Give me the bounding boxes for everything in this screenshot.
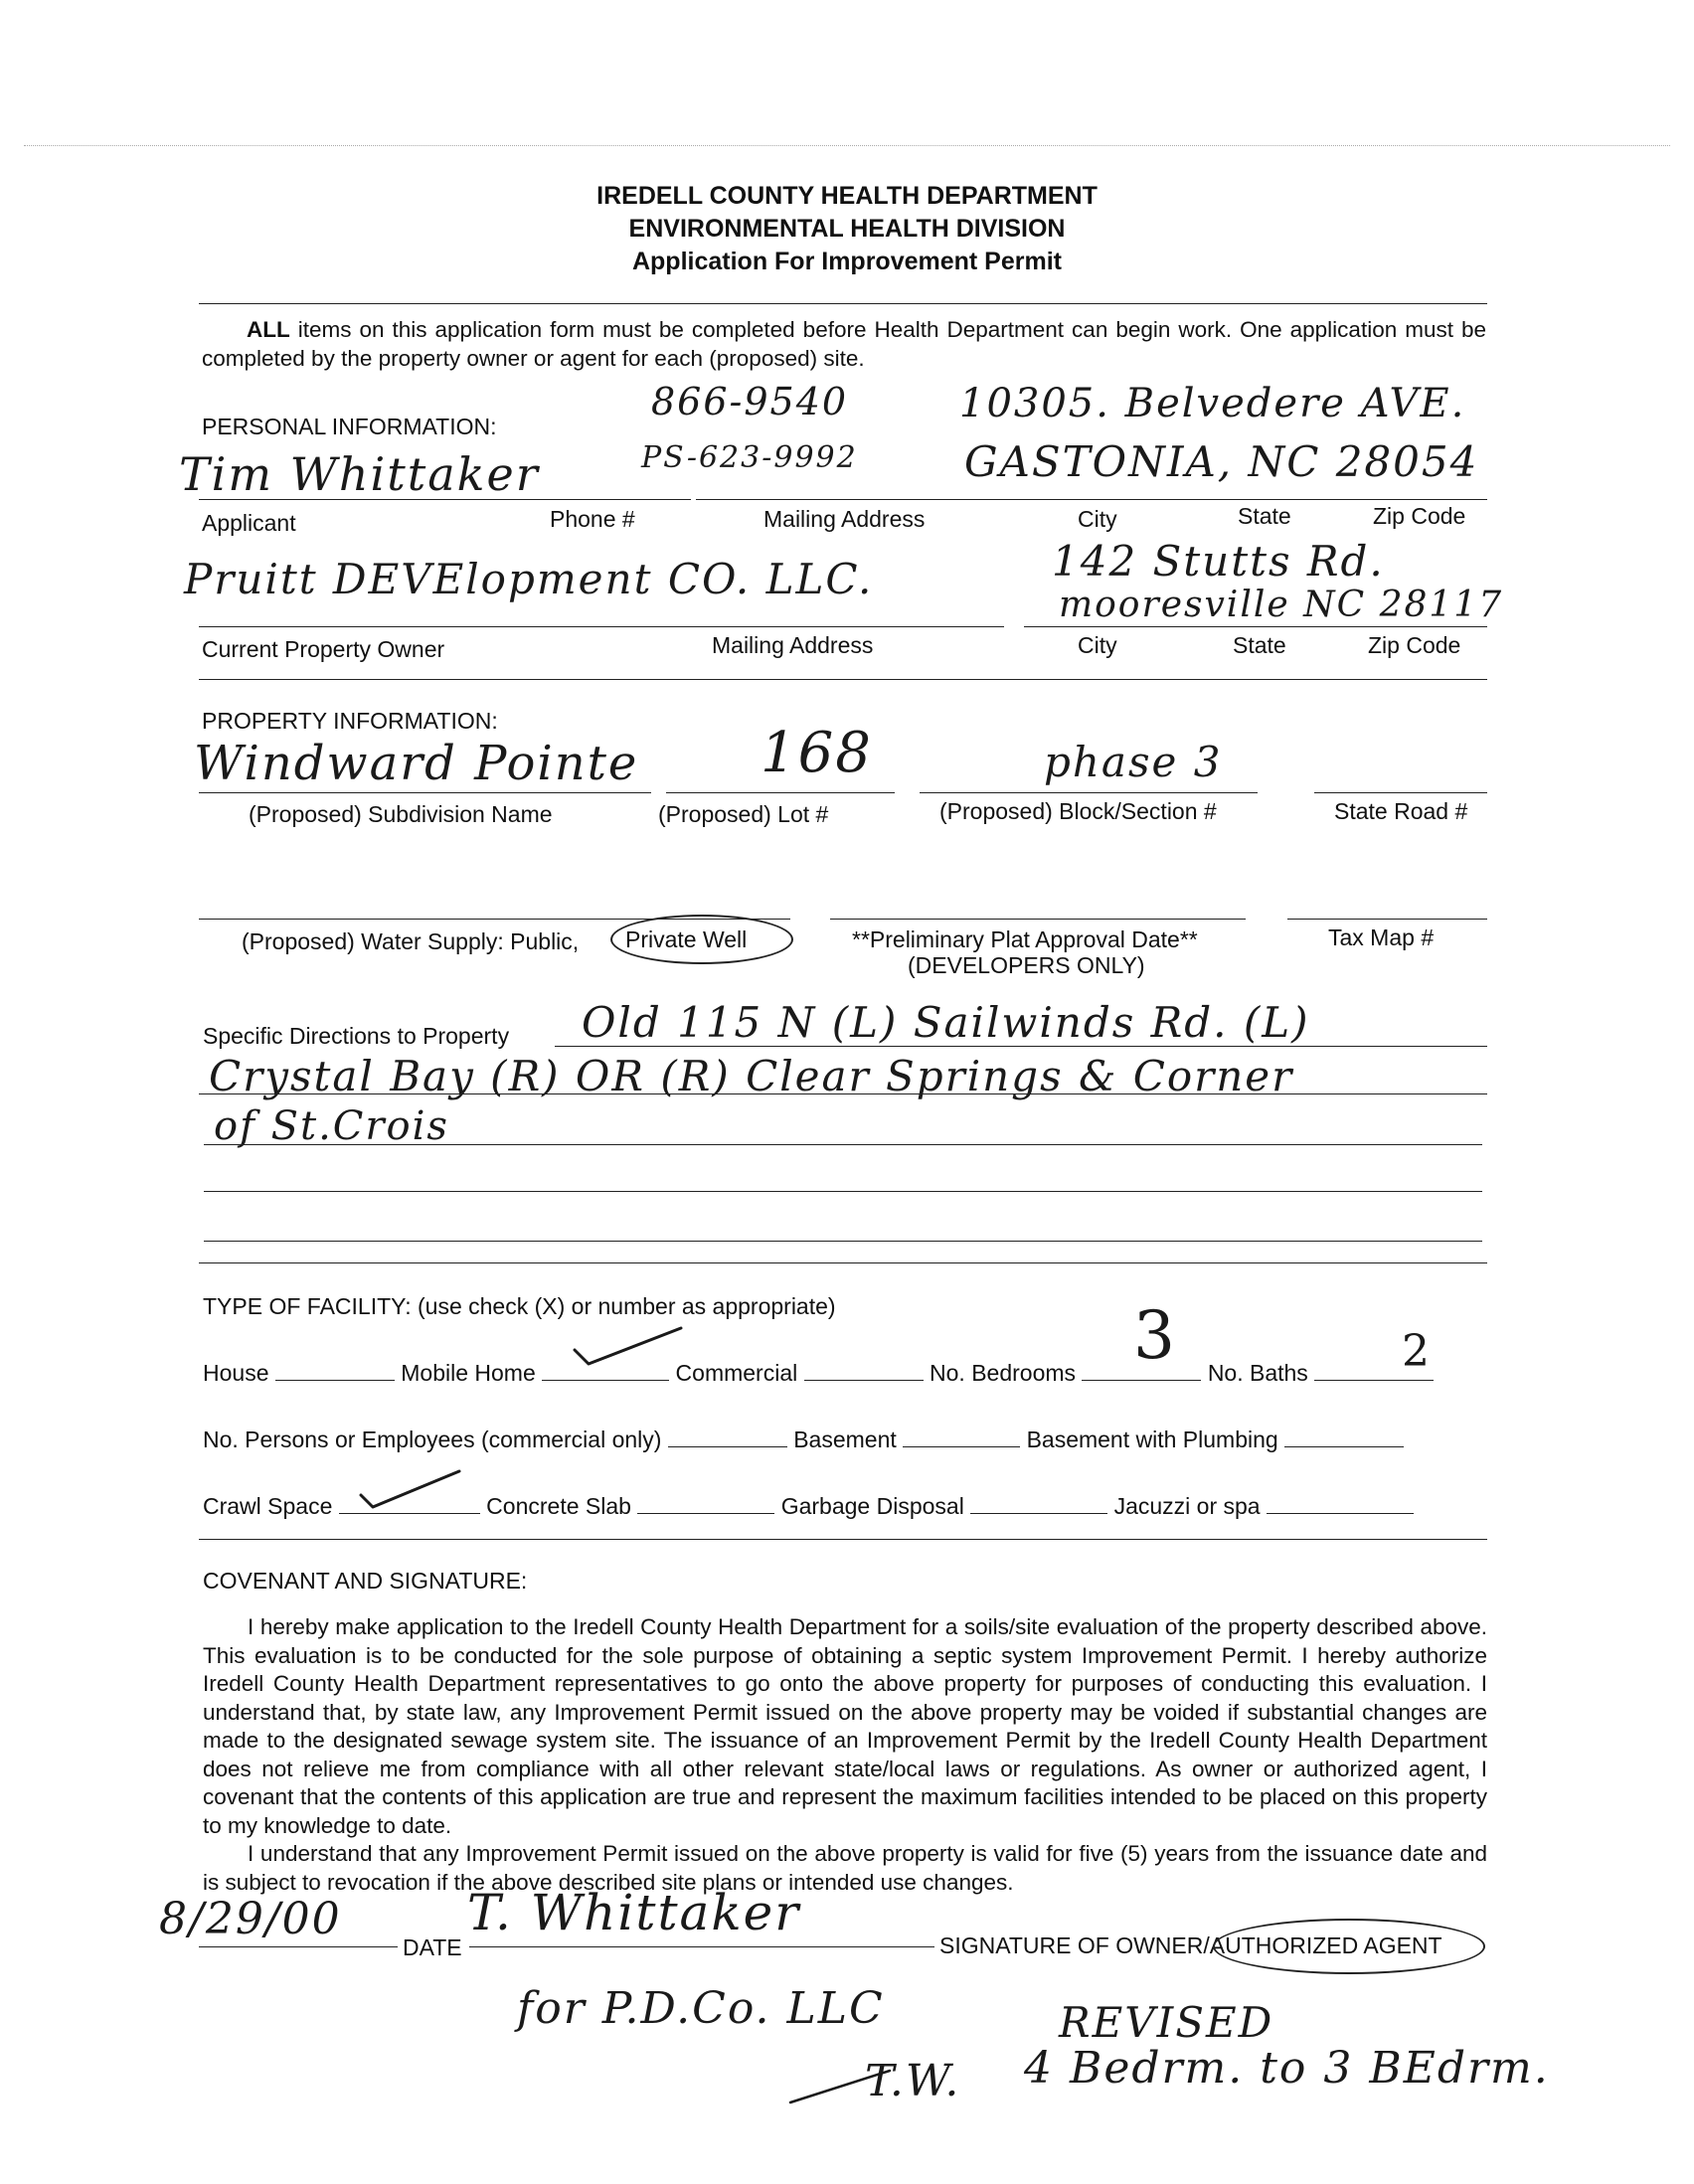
signature-label: SIGNATURE OF OWNER/AUTHORIZED AGENT — [939, 1932, 1442, 1958]
mobile-home-check-icon — [567, 1322, 686, 1377]
authorized-agent-circle — [1213, 1919, 1485, 1974]
water-label: (Proposed) Water Supply: Public, — [242, 928, 580, 954]
bedrooms-value: 3 — [1133, 1297, 1177, 1374]
revision-initials: T.W. — [865, 2056, 961, 2106]
crawl-space-label: Crawl Space — [203, 1493, 333, 1519]
directions-line-3: of St.Crois — [214, 1103, 449, 1149]
date-value: 8/29/00 — [159, 1894, 342, 1944]
applicant-label: Applicant — [202, 510, 296, 536]
intro-text — [202, 316, 1486, 373]
directions-rule-5 — [204, 1241, 1482, 1242]
lot-line — [666, 792, 895, 793]
water-selected-circle — [610, 915, 793, 964]
directions-line-2: Crystal Bay (R) OR (R) Clear Springs & Corner — [209, 1052, 1294, 1100]
road-line — [1314, 792, 1487, 793]
applicant-line-2 — [696, 499, 1487, 500]
owner-state-label: State — [1233, 632, 1286, 658]
scan-dotted-edge — [24, 145, 1670, 146]
facility-row-1 — [203, 1360, 1434, 1387]
crawl-space-check-icon — [355, 1465, 464, 1515]
applicant-name: Tim Whittaker — [179, 447, 540, 501]
header-line-3: Application For Improvement Permit — [631, 248, 1062, 275]
slab-blank — [637, 1493, 774, 1514]
owner-name: Pruitt DEVElopment CO. LLC. — [184, 555, 874, 603]
baths-value: 2 — [1402, 1326, 1432, 1377]
covenant-section-label: COVENANT AND SIGNATURE: — [203, 1568, 528, 1594]
block-section: phase 3 — [1044, 738, 1223, 786]
plat-label: **Preliminary Plat Approval Date** — [852, 926, 1198, 952]
revision-note-2: 4 Bedrm. to 3 BEdrm. — [1024, 2043, 1550, 2094]
state-label: State — [1238, 503, 1291, 529]
owner-label: Current Property Owner — [202, 636, 445, 662]
owner-zip-label: Zip Code — [1368, 632, 1461, 658]
owner-city-label: City — [1078, 632, 1117, 658]
mobile-home-label: Mobile Home — [401, 1360, 536, 1386]
covenant-paragraph-2: I understand that any Improvement Permit issued on the above property is valid for five (5) years from the issuance date and is subject to revocation if the above described site plans or intended use changes. — [203, 1841, 1487, 1895]
garbage-blank — [970, 1493, 1107, 1514]
persons-label: No. Persons or Employees (commercial only) — [203, 1427, 662, 1452]
water-selected: Private Well — [625, 926, 748, 952]
directions-rule-3 — [204, 1144, 1482, 1145]
basement-plumbing-label: Basement with Plumbing — [1026, 1427, 1278, 1452]
mailing-label: Mailing Address — [763, 506, 926, 532]
intro-bold: ALL — [247, 317, 290, 342]
subdivision-name: Windward Pointe — [194, 736, 639, 791]
signature-note: for P.D.Co. LLC — [517, 1983, 885, 2034]
commercial-label: Commercial — [675, 1360, 798, 1386]
facility-row-2 — [203, 1427, 1404, 1453]
revision-stroke-icon — [785, 2063, 895, 2112]
basement-blank — [903, 1427, 1020, 1447]
baths-label: No. Baths — [1207, 1360, 1308, 1386]
bedrooms-label: No. Bedrooms — [930, 1360, 1077, 1386]
phone-label: Phone # — [550, 506, 635, 532]
revision-note-1: REVISED — [1059, 1998, 1274, 2047]
basement-label: Basement — [793, 1427, 897, 1452]
directions-label: Specific Directions to Property — [203, 1023, 510, 1049]
directions-line-1: Old 115 N (L) Sailwinds Rd. (L) — [582, 998, 1310, 1047]
garbage-label: Garbage Disposal — [780, 1493, 964, 1519]
rule-facility-end — [199, 1539, 1487, 1540]
subdivision-line — [199, 792, 651, 793]
directions-rule-2 — [199, 1093, 1487, 1094]
house-label: House — [203, 1360, 269, 1386]
property-section-label: PROPERTY INFORMATION: — [202, 708, 498, 734]
covenant-paragraph-1: I hereby make application to the Iredell County Health Department for a soils/site evaluation of the property described above. This evaluation is to be conducted for the sole purpose of obtaining a septic system Improvement Permit. I hereby authorize Iredell County Health Department representatives to go onto the above property for purposes of conducting this evaluation. I understand that, by state law, any Improvement Permit issued on the above property may be voided if substantial changes are made to the designated sewage system site. The issuance of an Improvement Permit by the Iredell County Health Department does not relieve me from compliance with all other relevant state/local laws or regulations. As owner or authorized agent, I covenant that the contents of this application are true and represent the maximum facilities intended to be placed on this property to my knowledge to date. — [203, 1614, 1487, 1838]
slab-label: Concrete Slab — [486, 1493, 631, 1519]
block-line — [920, 792, 1258, 793]
zip-label: Zip Code — [1373, 503, 1466, 529]
plat-line — [830, 919, 1246, 920]
plat-sub-label: (DEVELOPERS ONLY) — [908, 952, 1145, 978]
tax-label: Tax Map # — [1328, 924, 1435, 950]
house-blank — [275, 1360, 395, 1381]
tax-line — [1287, 919, 1487, 920]
persons-blank — [668, 1427, 787, 1447]
commercial-blank — [804, 1360, 924, 1381]
bedrooms-blank — [1082, 1360, 1201, 1381]
header-line-1: IREDELL COUNTY HEALTH DEPARTMENT — [596, 182, 1098, 210]
subdivision-label: (Proposed) Subdivision Name — [249, 801, 553, 827]
signature-value: T. Whittaker — [467, 1884, 801, 1941]
applicant-phone-1: 866-9540 — [651, 380, 849, 423]
rule-top — [199, 303, 1487, 304]
owner-line — [199, 626, 1004, 627]
block-label: (Proposed) Block/Section # — [939, 798, 1217, 824]
road-label: State Road # — [1334, 798, 1468, 824]
directions-rule-4 — [204, 1191, 1482, 1192]
rule-personal-end — [199, 679, 1487, 680]
lot-label: (Proposed) Lot # — [658, 801, 829, 827]
signature-line — [469, 1946, 934, 1947]
date-label: DATE — [403, 1934, 462, 1960]
jacuzzi-blank — [1267, 1493, 1414, 1514]
applicant-address: 10305. Belvedere AVE. — [959, 381, 1466, 426]
rule-property-end — [199, 1262, 1487, 1263]
baths-blank — [1314, 1360, 1434, 1381]
lot-number: 168 — [761, 721, 873, 785]
date-line — [199, 1946, 398, 1947]
city-label: City — [1078, 506, 1117, 532]
basement-plumbing-blank — [1284, 1427, 1404, 1447]
facility-section-label: TYPE OF FACILITY: (use check (X) or number as appropriate) — [203, 1293, 836, 1319]
directions-rule-1 — [555, 1046, 1487, 1047]
owner-address: 142 Stutts Rd. — [1052, 537, 1385, 586]
applicant-line — [199, 499, 691, 500]
owner-line-2 — [1024, 626, 1487, 627]
owner-city-state-zip: mooresville NC 28117 — [1059, 585, 1504, 625]
applicant-city-state-zip: GASTONIA, NC 28054 — [964, 437, 1479, 486]
jacuzzi-label: Jacuzzi or spa — [1113, 1493, 1261, 1519]
intro-rest: items on this application form must be completed before Health Department can begin work. One application must be completed by the property owner or agent for each (proposed) site. — [202, 317, 1486, 371]
personal-section-label: PERSONAL INFORMATION: — [202, 414, 497, 439]
applicant-phone-2: PS-623-9992 — [641, 440, 858, 475]
owner-mailing-label: Mailing Address — [712, 632, 874, 658]
header-line-2: ENVIRONMENTAL HEALTH DIVISION — [628, 215, 1066, 243]
